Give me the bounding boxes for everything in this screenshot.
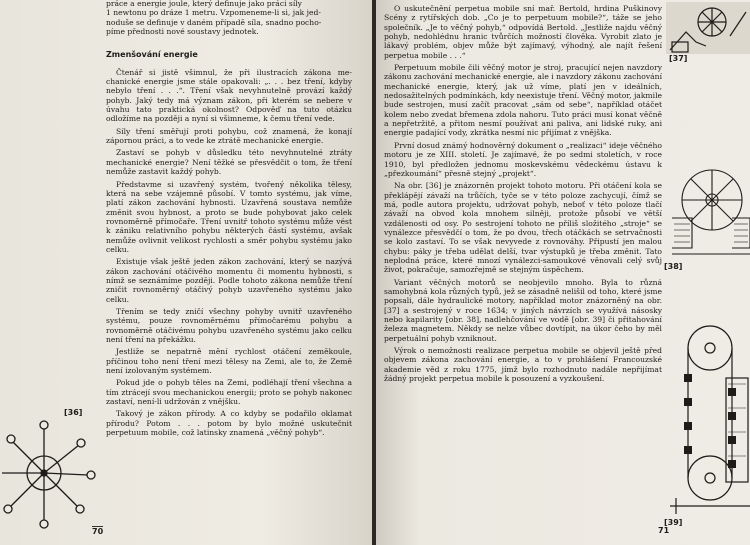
- page-number: 71: [658, 526, 670, 535]
- section-heading: Zmenšování energie: [106, 50, 198, 60]
- paragraph: První dosud známý hodnověrný dokument o „realizaci“ ideje věčného motoru je ze XIII. století. Je zajímavé, že po sedmi stoletích, v roce 1910, byl předložen jednomu moskevskému vědeckému ústavu k „přezkoumání“ přesně stejný „projekt“.: [384, 140, 662, 178]
- paragraph: Představme si uzavřený systém, tvořený několika tělesy, která na sebe vzájemně působí. V tomto systému, jak víme, platí zákon zachování hybnosti. Uzavřená soustava nemůže změnit svou hybnost, a proto se bude pohybovat jako celek rovnoměrně přímočaře. Tření uvnitř tohoto systému může vést k zániku relativního pohybu některých částí systému, avšak nemůže ovlivnit velikost rychlosti a směr pohybu systému jako celku.: [106, 179, 352, 254]
- paragraph: Čtenář si jistě všimnul, že při ilustracích zákona me-chanické energie jsme stále opakovali: „. . . bez tření, kdyby nebylo tření . . .“. Tření však nevyhnutelně provází každý pohyb. Jaký tedy má význam zákon, při kterém se nebere v úvahu tato praktická okolnost? Odpověď na tuto otázku odložíme na později a nyní si všimneme, k čemu tření vede.: [106, 67, 352, 124]
- paragraph: Takový je zákon přírody. A co kdyby se podařilo oklamat přírodu? Potom . . . potom by bylo možné uskutečnit perpetuum mobile, což latinsky znamená „věčný pohyb“.: [106, 409, 352, 438]
- paragraph: Existuje však ještě jeden zákon zachování, který se nazývá zákon zachování otáčivého momentu či momentu hybnosti, s nímž se seznámíme později. Podle tohoto zákona nemůže tření zničit rovnoměrný otáčivý pohyb uzavřeného systému jako celku.: [106, 257, 352, 304]
- paragraph: Zastaví se pohyb v důsledku této nevyhnutelné ztráty mechanické energie? Není těžké se přesvědčit o tom, že tření nemůže zastavit každý pohyb.: [106, 148, 352, 177]
- top-line: práce a energie joule, který definuje jako práci síly: [106, 0, 302, 8]
- capillary-wheel-figure-38: [672, 158, 750, 258]
- right-page: [376, 0, 750, 545]
- figure-label-36: [36]: [64, 408, 83, 417]
- paragraph: Pokud jde o pohyb těles na Zemi, podléhají tření všechna a tím ztrácejí svou mechanickou energii; proto se pohyb nakonec zastaví, není-li udržován z vnějšku.: [106, 378, 352, 407]
- figure-label-37: [37]: [669, 54, 688, 63]
- hydraulic-motor-figure-37: [666, 2, 750, 54]
- paragraph: Variant věčných motorů se neobjevilo mnoho. Byla to různá samohybná kola různých typů, jež se zásadně nelišil od toho, které jsme popsali, dále hydraulické motory, například motor znázorněný na obr. [37] a sestrojený v roce 1634; v jiných návrzích se využívá násosky nebo kapilarity [obr. 38], nadlehčování ve vodě [obr. 39] či přitahování železa magnetem. Někdy se nelze vůbec dovtípit, na úkor čeho by měl perpetuální pohyb vzniknout.: [384, 277, 662, 343]
- left-page: [0, 0, 372, 545]
- paragraph: O uskutečnění perpetua mobile sní mař. Bertold, hrdina Puškinovy Scény z rytířských dob. „Co je to perpetuum mobile?“, táže se jeho společník. „Je to věčný pohyb,“ odpovídá Bertold. „Jestliže najdu věčný pohyb, nedohlédnu hranic tvůrčích možností člověka. Vyrobit zlato je lákavý problém, objev může být zajímavý, výhodný, ale najít řešení perpetua mobile . . .“: [384, 4, 662, 60]
- page-number: 70: [92, 527, 104, 536]
- perpetual-wheel-figure-36: [0, 415, 100, 530]
- paragraph: Výrok o nemožnosti realizace perpetua mobile se objevil ještě před objevem zákona zachování energie, a to v prohlášení Francouzské akademie věd z roku 1775, jímž bylo rozhodnuto nadále nepřijímat žádný projekt perpetua mobile k posouzení a vyzkoušení.: [384, 346, 662, 384]
- paragraph: Třením se tedy zničí všechny pohyby uvnitř uzavřeného systému, pouze rovnoměrnému přímočarému pohybu a rovnoměrně otáčivému pohybu uzavřeného systému jako celku není tření na překážku.: [106, 306, 352, 344]
- paragraph: Jestliže se nepatrně mění rychlost otáčení zeměkoule, příčinou toho není tření mezi tělesy na Zemi, ale to, že Země není izolovaným systémem.: [106, 347, 352, 376]
- left-text-column: [106, 0, 352, 437]
- right-text-column: [384, 4, 662, 383]
- buoyancy-chain-figure-39: [666, 318, 750, 514]
- top-line: 1 newtonu po dráze 1 metru. Vzpomeneme-li si, jak jed-: [106, 8, 321, 18]
- paragraph: Perpetuum mobile čili věčný motor je stroj, pracující nejen navzdory zákonu zachování mechanické energie, ale i navzdory zákonu zachování mechanické energie, který, jak už víme, platí jen v ideálních, nedosažitelných podmínkách, kdy neexistuje tření. Věčný motor, jakmile bude sestrojen, musí začít pracovat „sám od sebe“, například otáčet kolem nebo zvedat břemena zdola nahoru. Tuto práci musí konat věčně a nepřetržitě, a přitom nesmí používat ani paliva, ani lidské ruky, ani energie padající vody, zkrátka nesmí nic přijímat z vnějška.: [384, 63, 662, 138]
- paragraph: Síly tření směřují proti pohybu, což znamená, že konají zápornou práci, a to vede ke ztrátě mechanické energie.: [106, 126, 352, 146]
- figure-label-39: [39]: [664, 518, 683, 527]
- paragraph: Na obr. [36] je znázorněn projekt tohoto motoru. Při otáčení kola se překlápějí závaží na trůčích, tyče se v této poloze zachycují, čímž se má, podle autora projektu, udržovat pohyb, neboť v této poloze tlačí závaží na obvod kola mnohem silněji, protože působí ve větší vzdálenosti od osy. Po sestrojení tohoto ne příliš složitého „stroje“ se vynálezce přesvědčí o tom, že po dvou, třech otáčkách se setrvačnosti se kolo zastaví. To se však nevyvede z rovnováhy. Připustí jen malou chybu: páky je třeba udělat delší, tvar výstupků je třeba změnit. Tato neplodná práce, které mnozí vynálezci-samoukové věnovali celý svůj život, pokračuje, samozřejmě se stejným úspěchem.: [384, 181, 662, 275]
- figure-label-38: [38]: [664, 262, 683, 271]
- top-line: píme přednosti nové soustavy jednotek.: [106, 27, 259, 37]
- top-line: noduše se definuje v daném případě síla, snadno pocho-: [106, 17, 322, 27]
